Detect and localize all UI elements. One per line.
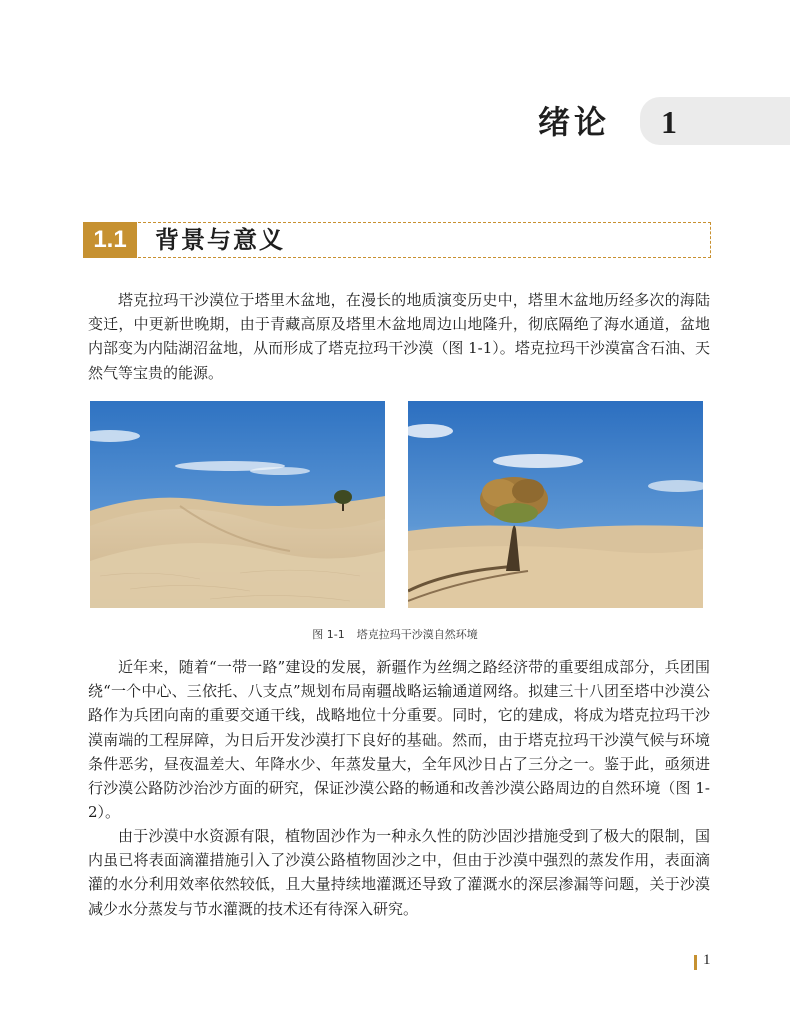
page-number-marker [694, 955, 697, 970]
section-title: 背景与意义 [155, 226, 285, 254]
desert-poplar-tree-photo [408, 401, 703, 608]
body-paragraph: 塔克拉玛干沙漠位于塔里木盆地，在漫长的地质演变历史中，塔里木盆地历经多次的海陆变迁，中更新世晚期，由于青藏高原及塔里木盆地周边山地隆升，彻底隔绝了海水通道，盆地内部变为内陆湖沼盆地，从而形成了塔克拉玛干沙漠（图 1-1）。塔克拉玛干沙漠富含石油、天然气等宝贵的能源。 [88, 291, 710, 382]
body-paragraph: 近年来，随着“一带一路”建设的发展，新疆作为丝绸之路经济带的重要组成部分，兵团围绕“一个中心、三依托、八支点”规划布局南疆战略运输通道网络。拟建三十八团至塔中沙漠公路作为兵团向南的重要交通干线，战略地位十分重要。同时，它的建成，将成为塔克拉玛干沙漠南端的工程屏障，为日后开发沙漠打下良好的基础。然而，由于塔克拉玛干沙漠气候与环境条件恶劣，昼夜温差大、年降水少、年蒸发量大，全年风沙日占了三分之一。鉴于此，亟须进行沙漠公路防沙治沙方面的研究，保证沙漠公路的畅通和改善沙漠公路周边的自然环境（图 1-2）。 [88, 658, 710, 822]
page-number: 1 [703, 952, 711, 968]
chapter-title: 绪论 [538, 103, 611, 141]
figure-label: 图 1-1 [312, 628, 345, 641]
figure-caption [0, 626, 790, 642]
chapter-number: 1 [661, 104, 677, 140]
figure-caption-text: 塔克拉玛干沙漠自然环境 [356, 628, 478, 641]
desert-dunes-photo [90, 401, 385, 608]
body-paragraph: 由于沙漠中水资源有限，植物固沙作为一种永久性的防沙固沙措施受到了极大的限制，国内虽已将表面滴灌措施引入了沙漠公路植物固沙之中，但由于沙漠中强烈的蒸发作用，表面滴灌的水分利用效率依然较低，且大量持续地灌溉还导致了灌溉水的深层渗漏等问题，关于沙漠减少水分蒸发与节水灌溉的技术还有待深入研究。 [88, 827, 710, 918]
section-number: 1.1 [83, 222, 137, 258]
